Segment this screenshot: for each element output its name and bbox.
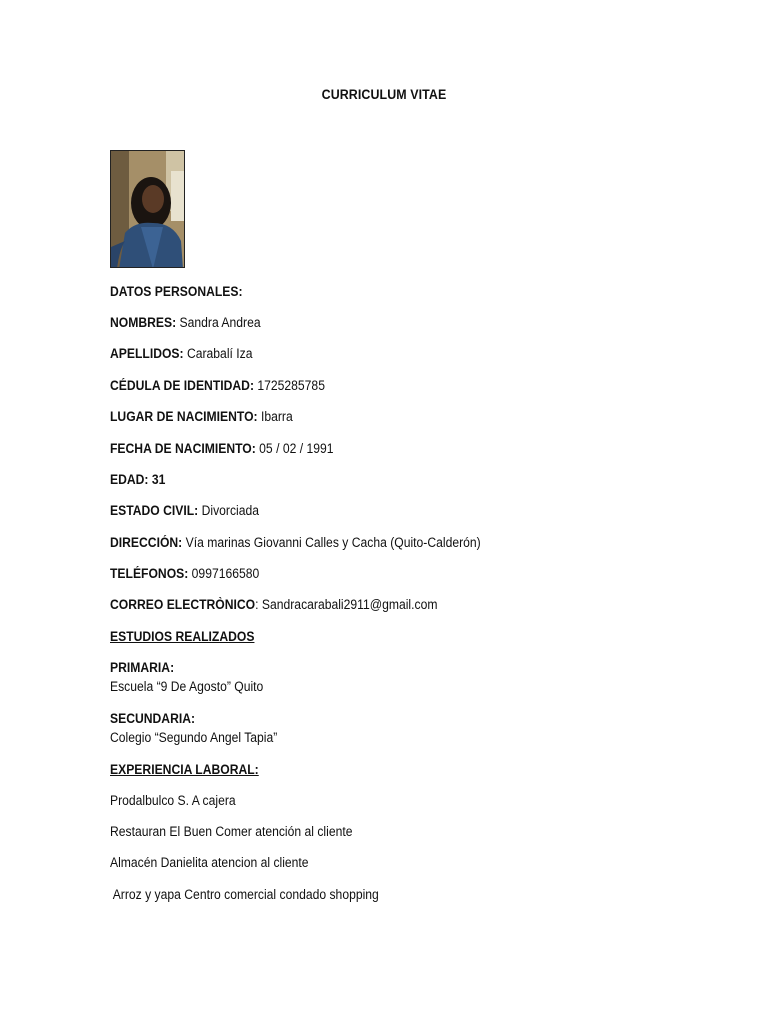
correo-row xyxy=(110,597,437,612)
estado-label: ESTADO CIVIL: xyxy=(110,503,199,518)
telefonos-value: 0997166580 xyxy=(188,566,260,581)
apellidos-value: Carabalí Iza xyxy=(183,346,253,361)
telefonos-row xyxy=(110,566,259,581)
primaria-label: PRIMARIA: xyxy=(110,660,175,675)
lugar-value: Ibarra xyxy=(257,409,293,424)
experiencia-item: Restauran El Buen Comer atención al cliente xyxy=(110,824,353,839)
nombres-row xyxy=(110,315,261,330)
experiencia-heading: EXPERIENCIA LABORAL: xyxy=(110,762,259,777)
cedula-label: CÉDULA DE IDENTIDAD: xyxy=(110,378,254,393)
cv-title: CURRICULUM VITAE xyxy=(321,87,447,102)
apellidos-label: APELLIDOS: xyxy=(110,346,184,361)
personal-data-heading: DATOS PERSONALES: xyxy=(110,284,243,299)
experiencia-item: Arroz y yapa Centro comercial condado shopping xyxy=(110,887,379,902)
estado-value: Divorciada xyxy=(198,503,259,518)
secundaria-label: SECUNDARIA: xyxy=(110,711,196,726)
correo-value: : Sandracarabali2911@gmail.com xyxy=(255,597,438,612)
estudios-heading: ESTUDIOS REALIZADOS xyxy=(110,629,255,644)
telefonos-label: TELÉFONOS: xyxy=(110,566,189,581)
nombres-value: Sandra Andrea xyxy=(176,315,261,330)
experiencia-item: Almacén Danielita atencion al cliente xyxy=(110,855,309,870)
direccion-label: DIRECCIÓN: xyxy=(110,535,183,550)
primaria-value: Escuela “9 De Agosto” Quito xyxy=(110,679,264,694)
lugar-row xyxy=(110,409,293,424)
profile-photo xyxy=(110,150,185,268)
direccion-row xyxy=(110,535,481,550)
edad-row: EDAD: 31 xyxy=(110,472,166,487)
direccion-value: Vía marinas Giovanni Calles y Cacha (Quito-Calderón) xyxy=(182,535,481,550)
secundaria-value: Colegio “Segundo Angel Tapia” xyxy=(110,730,278,745)
estado-row xyxy=(110,503,259,518)
fecha-value: 05 / 02 / 1991 xyxy=(255,441,334,456)
experiencia-item: Prodalbulco S. A cajera xyxy=(110,793,236,808)
fecha-row xyxy=(110,441,333,456)
correo-label: CORREO ELECTRÒNICO xyxy=(110,597,256,612)
lugar-label: LUGAR DE NACIMIENTO: xyxy=(110,409,258,424)
fecha-label: FECHA DE NACIMIENTO: xyxy=(110,441,256,456)
apellidos-row xyxy=(110,346,252,361)
cedula-row xyxy=(110,378,325,393)
nombres-label: NOMBRES: xyxy=(110,315,177,330)
cedula-value: 1725285785 xyxy=(254,378,325,393)
